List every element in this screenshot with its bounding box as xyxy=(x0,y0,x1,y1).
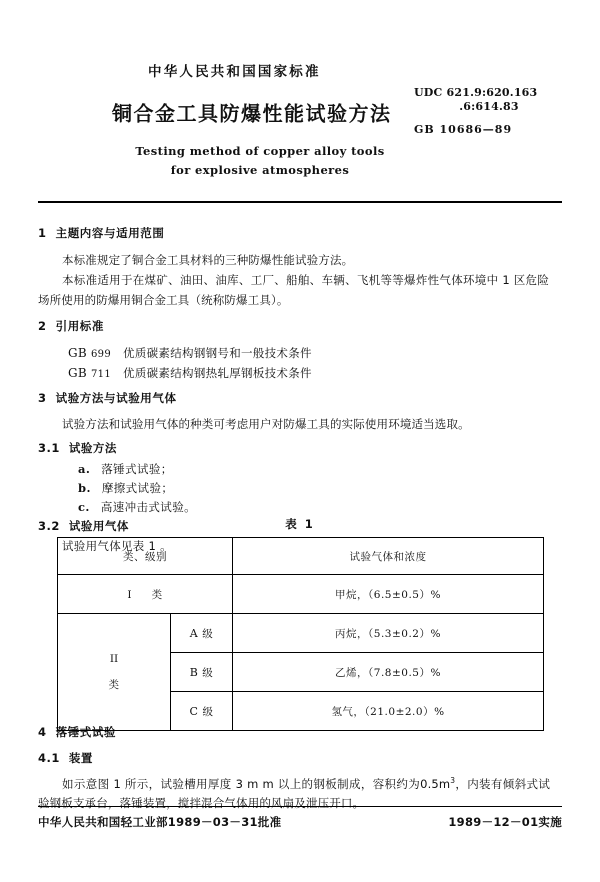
table-1 xyxy=(57,537,544,731)
header-divider-rule xyxy=(38,201,562,203)
section-2-heading xyxy=(38,318,104,334)
item-marker: a. xyxy=(78,462,91,476)
item-text: 摩擦式试验； xyxy=(101,481,174,495)
table-cell-class-2 xyxy=(58,614,171,731)
document-title-english xyxy=(120,142,400,180)
table-cell-gas-1 xyxy=(233,575,544,614)
table-cell-gas-2 xyxy=(233,614,544,653)
national-standard-label: 中华人民共和国国家标准 xyxy=(148,64,321,80)
grade-letter: C xyxy=(189,704,199,718)
table-header-row xyxy=(58,538,544,575)
test-method-item-a xyxy=(78,460,173,480)
class-suffix: 类 xyxy=(108,679,120,691)
udc-line-2: .6:614.83 xyxy=(459,100,519,113)
class-suffix: 类 xyxy=(151,588,163,601)
grade-suffix: 级 xyxy=(202,705,214,718)
section-3-1-heading xyxy=(38,440,117,456)
section-2-title: 引用标准 xyxy=(55,319,105,333)
item-marker: b. xyxy=(78,481,91,495)
footer-implementation-text: 1989－12－01实施 xyxy=(448,815,562,829)
section-1-heading xyxy=(38,225,165,241)
title-english-line-2: for explosive atmospheres xyxy=(170,163,350,177)
gas-concentration: （21.0±2.0）% xyxy=(364,705,445,718)
section-3-paragraph-1: 试验方法和试验用气体的种类可考虑用户对防爆工具的实际使用环境适当选取。 xyxy=(62,417,470,431)
udc-line-1: UDC 621.9:620.163 xyxy=(414,86,538,99)
footer-divider-rule xyxy=(38,806,562,807)
section-2-number: 2 xyxy=(38,319,47,333)
standard-number: GB 10686—89 xyxy=(414,123,513,136)
table-row xyxy=(58,614,544,653)
item-text: 高速冲击式试验。 xyxy=(100,500,197,514)
reference-prefix: GB xyxy=(68,366,88,380)
reference-number: 711 xyxy=(91,369,112,380)
gas-concentration: （7.8±0.5）% xyxy=(368,666,441,679)
section-4-1-title: 装置 xyxy=(68,751,93,765)
reference-title: 优质碳素结构钢钢号和一般技术条件 xyxy=(123,346,312,360)
gas-name: 乙烯， xyxy=(335,666,369,679)
reference-number: 699 xyxy=(91,349,112,360)
title-english-line-1: Testing method of copper alloy tools xyxy=(135,144,385,158)
section-4-1-paragraph-1 xyxy=(38,771,550,814)
test-method-item-b xyxy=(78,479,173,499)
grade-suffix: 级 xyxy=(202,666,214,679)
gas-name: 氢气， xyxy=(331,705,365,718)
section-1-number: 1 xyxy=(38,226,47,240)
section-3-2-paragraph-1: 试验用气体见表 1 。 xyxy=(62,539,172,553)
section-3-1-number: 3.1 xyxy=(38,441,60,455)
class-roman-numeral: I xyxy=(127,588,132,601)
table-1-wrapper xyxy=(57,537,543,731)
page-footer xyxy=(38,814,562,836)
standard-identifier-block xyxy=(414,86,586,136)
table-row xyxy=(58,575,544,614)
section-3-title: 试验方法与试验用气体 xyxy=(55,391,177,405)
document-title-chinese: 铜合金工具防爆性能试验方法 xyxy=(112,101,392,126)
grade-letter: A xyxy=(189,626,199,640)
section-4-1-number: 4.1 xyxy=(38,751,60,765)
item-text: 落锤式试验； xyxy=(101,462,173,476)
table-cell-gas-3 xyxy=(233,653,544,692)
reference-standard-gb699 xyxy=(68,343,312,365)
section-3-2-title: 试验用气体 xyxy=(68,519,129,533)
table-cell-class-1 xyxy=(58,575,233,614)
reference-title: 优质碳素结构钢热轧厚钢板技术条件 xyxy=(123,366,312,380)
table-header-class-grade: 类、级别 xyxy=(58,538,233,575)
cubic-meter-exponent: 3 xyxy=(450,776,456,785)
reference-prefix: GB xyxy=(68,346,88,360)
table-header-gas-concentration: 试验气体和浓度 xyxy=(233,538,544,575)
section-3-1-title: 试验方法 xyxy=(68,441,117,455)
gas-name: 丙烷， xyxy=(335,627,369,640)
paragraph-text-part-2: ，内装有倾斜式试验钢板支承台，落锤装置，搅拌混合气体用的风扇及泄压开口。 xyxy=(38,776,550,811)
table-cell-grade-c xyxy=(171,692,233,731)
section-4-1-heading xyxy=(38,750,93,766)
table-cell-grade-b xyxy=(171,653,233,692)
section-3-number: 3 xyxy=(38,391,47,405)
section-4-number: 4 xyxy=(38,725,47,739)
section-1-paragraph-1: 本标准规定了铜合金工具材料的三种防爆性能试验方法。 xyxy=(62,253,354,267)
table-cell-gas-4 xyxy=(233,692,544,731)
section-4-title: 落锤式试验 xyxy=(55,725,117,739)
item-marker: c. xyxy=(78,500,90,514)
section-3-2-number: 3.2 xyxy=(38,519,60,533)
table-cell-grade-a xyxy=(171,614,233,653)
grade-suffix: 级 xyxy=(202,627,214,640)
section-1-paragraph-2: 本标准适用于在煤矿、油田、油库、工厂、船舶、车辆、飞机等等爆炸性气体环境中 1 区危险场所使用的防爆用铜合金工具（统称防爆工具）。 xyxy=(38,273,549,307)
masthead xyxy=(0,0,600,200)
gas-name: 甲烷， xyxy=(335,588,369,601)
table-1-caption: 表 1 xyxy=(285,517,315,531)
paragraph-text-part-1: 如示意图 1 所示，试验槽用厚度 3 m m 以上的钢板制成，容积约为0.5m xyxy=(62,776,451,791)
test-method-item-c xyxy=(78,498,196,518)
reference-standard-gb711 xyxy=(68,363,312,385)
grade-letter: B xyxy=(189,665,199,679)
class-roman-numeral: II xyxy=(109,653,119,665)
section-1-title: 主题内容与适用范围 xyxy=(55,226,165,240)
gas-concentration: （6.5±0.5）% xyxy=(368,588,441,601)
footer-approval-text: 中华人民共和国轻工业部1989－03－31批准 xyxy=(38,815,282,829)
gas-concentration: （5.3±0.2）% xyxy=(368,627,441,640)
section-3-heading xyxy=(38,390,177,406)
